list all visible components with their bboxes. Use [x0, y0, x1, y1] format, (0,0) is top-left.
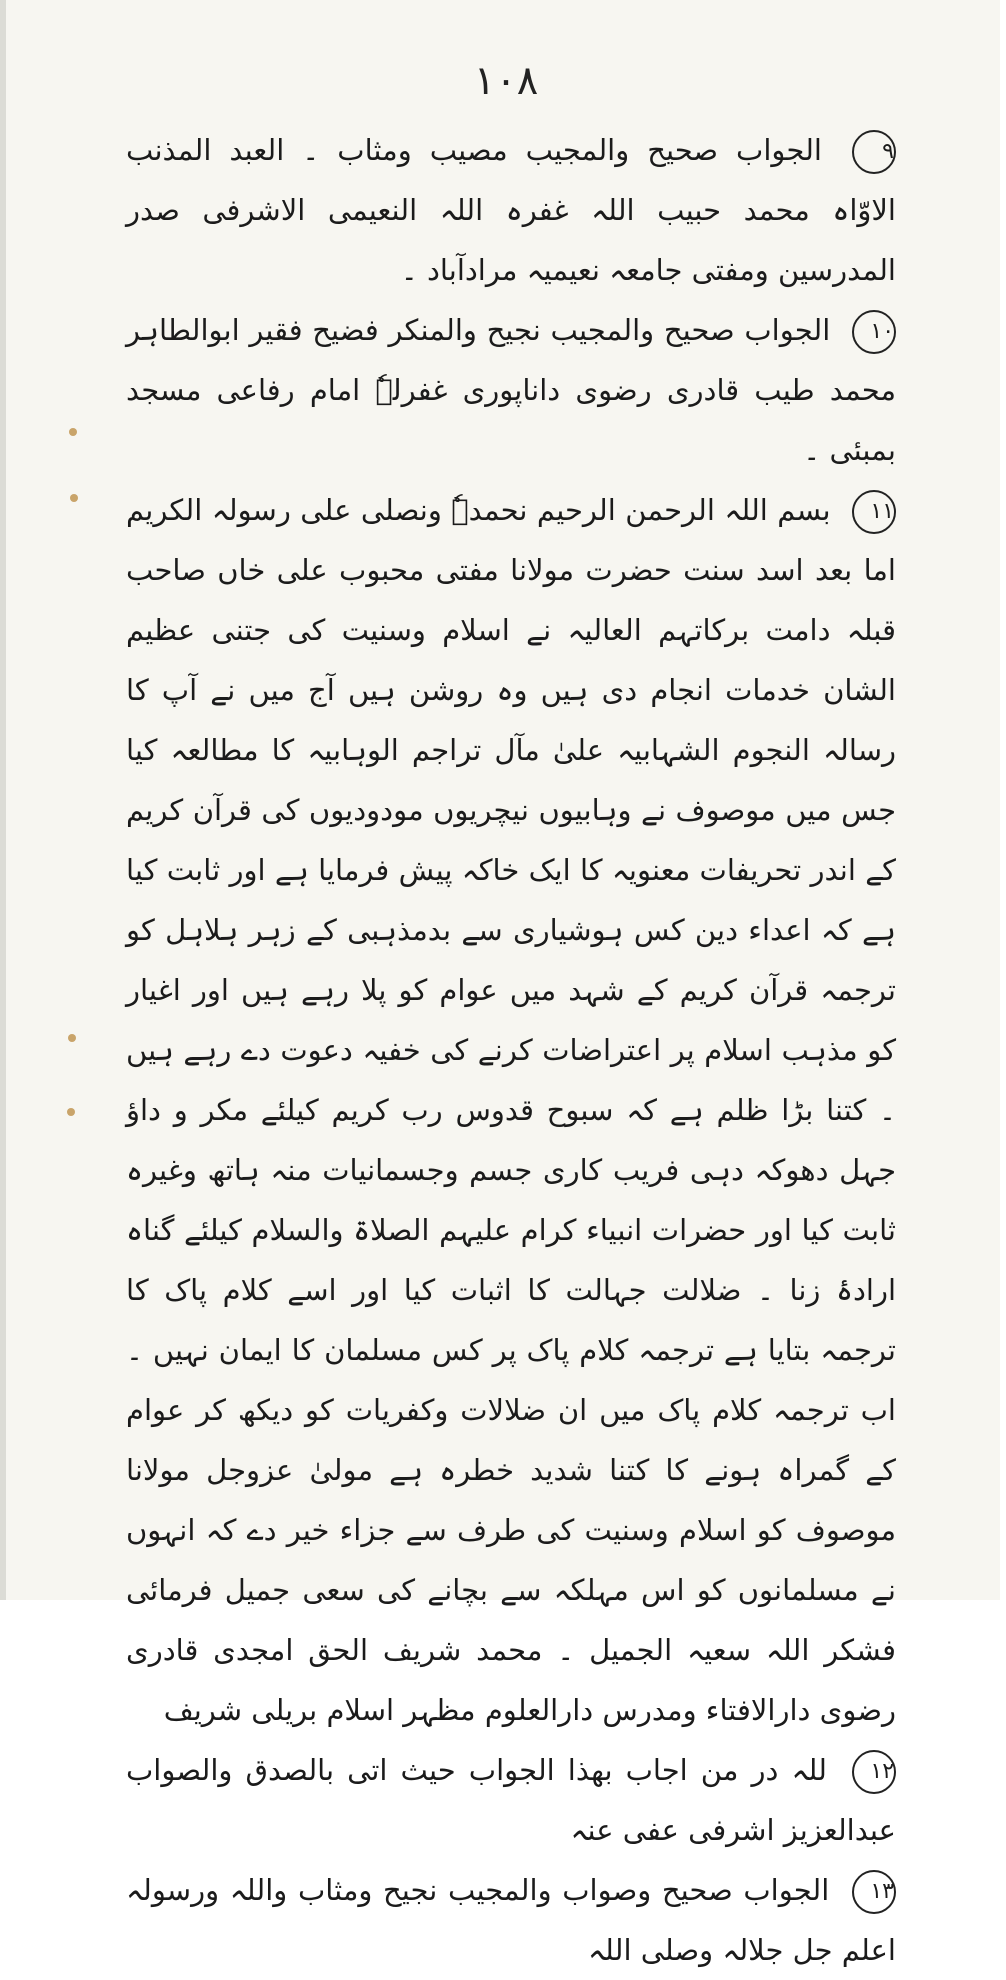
entry-10 — [126, 300, 896, 480]
entry-number-badge: ١٢ — [852, 1750, 896, 1794]
entry-9 — [126, 120, 896, 300]
entry-13 — [126, 1860, 896, 1980]
binding-hole-1 — [69, 428, 77, 436]
binding-hole-3 — [68, 1034, 76, 1042]
page-number: ١٠٨ — [473, 58, 539, 104]
entry-number-badge: ١٣ — [852, 1870, 896, 1914]
entry-text: الجواب صحیح وصواب والمجیب نجیح ومثاب واللہ ورسولہ اعلم جل جلالہ وصلی اللہ — [126, 1873, 896, 1967]
entry-bismillah: بسم اللہ الرحمن الرحیم نحمدہٗ ونصلی علی رسولہ الکریم اما بعد — [126, 493, 896, 587]
entry-number-badge: ١٠ — [852, 310, 896, 354]
entry-text: للہ در من اجاب بھذا الجواب حیث اتی بالصدق والصواب عبدالعزیز اشرفی عفی عنہ — [126, 1753, 896, 1847]
entry-number-badge: ١١ — [852, 490, 896, 534]
page-body — [126, 120, 896, 1980]
entry-12 — [126, 1740, 896, 1860]
entry-text: الجواب صحیح والمجیب مصیب ومثاب ۔ العبد المذنب الاوّاہ محمد حبیب اللہ غفرہ اللہ النعیمی الاشرفی صدر المدرسین ومفتی جامعہ نعیمیہ مرادآباد ۔ — [126, 133, 896, 287]
entry-11 — [126, 480, 896, 1740]
entry-text: الجواب صحیح والمجیب نجیح والمنکر فضیح فقیر ابوالطاہر محمد طیب قادری رضوی داناپوری غفرلہٗ امام رفاعی مسجد بمبئی ۔ — [126, 313, 896, 467]
binding-hole-4 — [67, 1108, 75, 1116]
binding-hole-2 — [70, 494, 78, 502]
entry-text: اسد سنت حضرت مولانا مفتی محبوب علی خاں صاحب قبلہ دامت برکاتہم العالیہ نے اسلام وسنیت کی جتنی عظیم الشان خدمات انجام دی ہیں وہ روشن ہیں آج میں نے آپ کا رسالہ النجوم الشہابیہ علیٰ مآل تراجم الوہابیہ کا مطالعہ کیا جس میں موصوف نے وہابیوں نیچریوں مودودیوں کی قرآن کریم کے اندر تحریفات معنویہ کا ایک خاکہ پیش فرمایا ہے اور ثابت کیا ہے کہ اعداء دین کس ہوشیاری سے بدمذہبی کے زہر ہلاہل کو ترجمہ قرآن کریم کے شہد میں عوام کو پلا رہے ہیں اور اغیار کو مذہب اسلام پر اعتراضات کرنے کی خفیہ دعوت دے رہے ہیں ۔ کتنا بڑا ظلم ہے کہ سبوح قدوس رب کریم کیلئے مکر و داؤ جہل دھوکہ دہی فریب کاری جسم وجسمانیات منہ ہاتھ وغیرہ ثابت کیا اور حضرات انبیاء کرام علیہم الصلاۃ والسلام کیلئے گناہ ارادۂ زنا ۔ ضلالت جہالت کا اثبات کیا اور اسے کلام پاک کا ترجمہ بتایا ہے ترجمہ کلام پاک پر کس مسلمان کا ایمان نہیں ۔ اب ترجمہ کلام پاک میں ان ضلالات وکفریات کو دیکھ کر عوام کے گمراہ ہونے کا کتنا شدید خطرہ ہے مولیٰ عزوجل مولانا موصوف کو اسلام وسنیت کی طرف سے جزاء خیر دے کہ انہوں نے مسلمانوں کو اس مہلکہ سے بچانے کی سعی جمیل فرمائی فشکر اللہ سعیہ الجمیل ۔ محمد شریف الحق امجدی قادری رضوی دارالافتاء ومدرس دارالعلوم مظہر اسلام بریلی شریف — [126, 553, 896, 1727]
entry-number-badge: ٩ — [852, 130, 896, 174]
